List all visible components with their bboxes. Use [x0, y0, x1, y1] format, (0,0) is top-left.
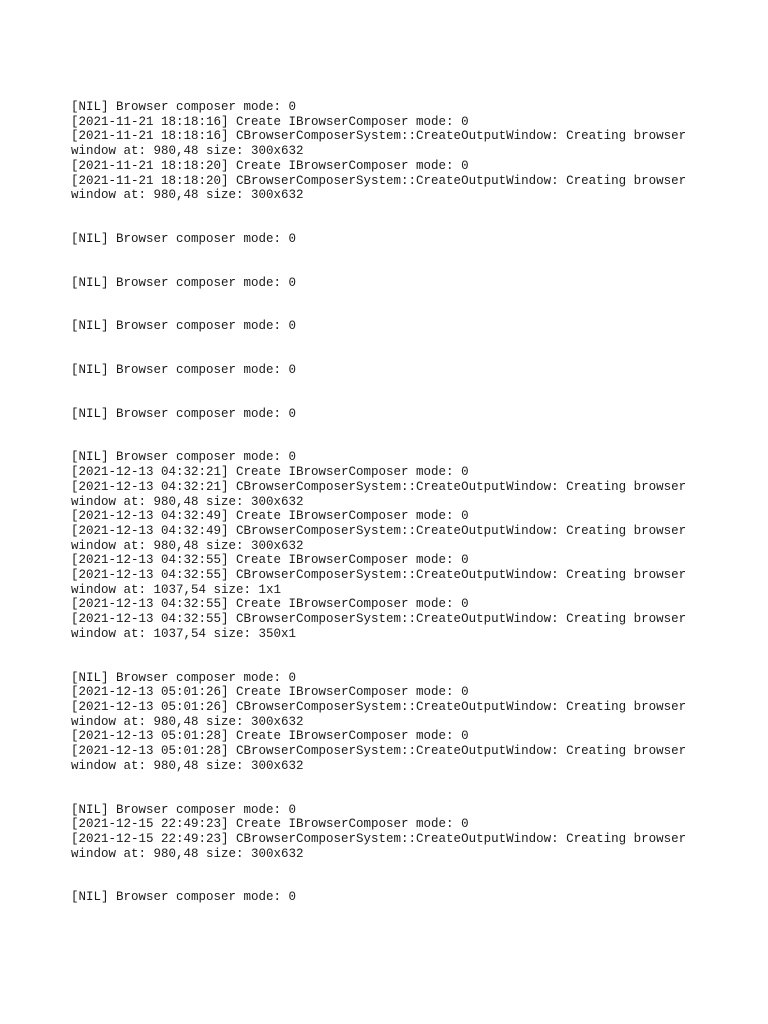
log-line: window at: 980,48 size: 300x632: [71, 144, 304, 159]
log-line: [2021-12-13 05:01:28] Create IBrowserComposer mode: 0: [71, 729, 469, 744]
log-line: [2021-12-13 05:01:26] CBrowserComposerSystem::CreateOutputWindow: Creating browser: [71, 699, 687, 714]
log-line: [2021-12-13 04:32:55] CBrowserComposerSystem::CreateOutputWindow: Creating browser: [71, 568, 687, 583]
log-line: [2021-11-21 18:18:16] Create IBrowserComposer mode: 0: [71, 114, 469, 129]
log-line: [2021-12-13 04:32:49] Create IBrowserComposer mode: 0: [71, 509, 469, 524]
log-line: [NIL] Browser composer mode: 0: [71, 275, 297, 290]
log-line: [2021-11-21 18:18:16] CBrowserComposerSystem::CreateOutputWindow: Creating browser: [71, 129, 687, 144]
log-block: [71, 100, 751, 203]
log-line: window at: 980,48 size: 300x632: [71, 846, 304, 861]
log-line: [2021-11-21 18:18:20] CBrowserComposerSystem::CreateOutputWindow: Creating browser: [71, 173, 687, 188]
log-line: [NIL] Browser composer mode: 0: [71, 319, 297, 334]
log-line: [2021-11-21 18:18:20] Create IBrowserComposer mode: 0: [71, 158, 469, 173]
log-line: window at: 980,48 size: 300x632: [71, 758, 304, 773]
log-block: [71, 232, 751, 247]
log-line: [NIL] Browser composer mode: 0: [71, 450, 297, 465]
log-line: window at: 1037,54 size: 1x1: [71, 582, 282, 597]
log-line: [NIL] Browser composer mode: 0: [71, 406, 297, 421]
log-line: [2021-12-13 05:01:26] Create IBrowserComposer mode: 0: [71, 685, 469, 700]
log-line: [NIL] Browser composer mode: 0: [71, 802, 297, 817]
log-line: [2021-12-13 04:32:21] Create IBrowserComposer mode: 0: [71, 465, 469, 480]
log-line: [2021-12-13 04:32:55] Create IBrowserComposer mode: 0: [71, 597, 469, 612]
log-line: [2021-12-15 22:49:23] Create IBrowserComposer mode: 0: [71, 817, 469, 832]
log-line: [NIL] Browser composer mode: 0: [71, 363, 297, 378]
log-line: window at: 980,48 size: 300x632: [71, 494, 304, 509]
log-block: [71, 363, 751, 378]
log-line: [NIL] Browser composer mode: 0: [71, 100, 297, 114]
log-line: window at: 980,48 size: 300x632: [71, 538, 304, 553]
log-block: [71, 450, 751, 641]
log-line: [NIL] Browser composer mode: 0: [71, 231, 297, 246]
log-block: [71, 319, 751, 334]
log-block: [71, 671, 751, 774]
log-line: [2021-12-15 22:49:23] CBrowserComposerSystem::CreateOutputWindow: Creating browser: [71, 831, 687, 846]
log-block: [71, 276, 751, 291]
log-line: window at: 980,48 size: 300x632: [71, 188, 304, 203]
log-line: [2021-12-13 05:01:28] CBrowserComposerSystem::CreateOutputWindow: Creating browser: [71, 744, 687, 759]
log-line: [2021-12-13 04:32:55] CBrowserComposerSystem::CreateOutputWindow: Creating browser: [71, 612, 687, 627]
log-line: [2021-12-13 04:32:21] CBrowserComposerSystem::CreateOutputWindow: Creating browser: [71, 479, 687, 494]
log-document: [71, 100, 751, 934]
log-line: window at: 980,48 size: 300x632: [71, 714, 304, 729]
log-line: window at: 1037,54 size: 350x1: [71, 626, 297, 641]
log-line: [2021-12-13 04:32:49] CBrowserComposerSystem::CreateOutputWindow: Creating browser: [71, 523, 687, 538]
log-block: [71, 803, 751, 862]
log-container: [71, 100, 751, 905]
log-block: [71, 890, 751, 905]
log-line: [NIL] Browser composer mode: 0: [71, 890, 297, 905]
log-line: [2021-12-13 04:32:55] Create IBrowserComposer mode: 0: [71, 553, 469, 568]
log-block: [71, 407, 751, 422]
log-line: [NIL] Browser composer mode: 0: [71, 670, 297, 685]
